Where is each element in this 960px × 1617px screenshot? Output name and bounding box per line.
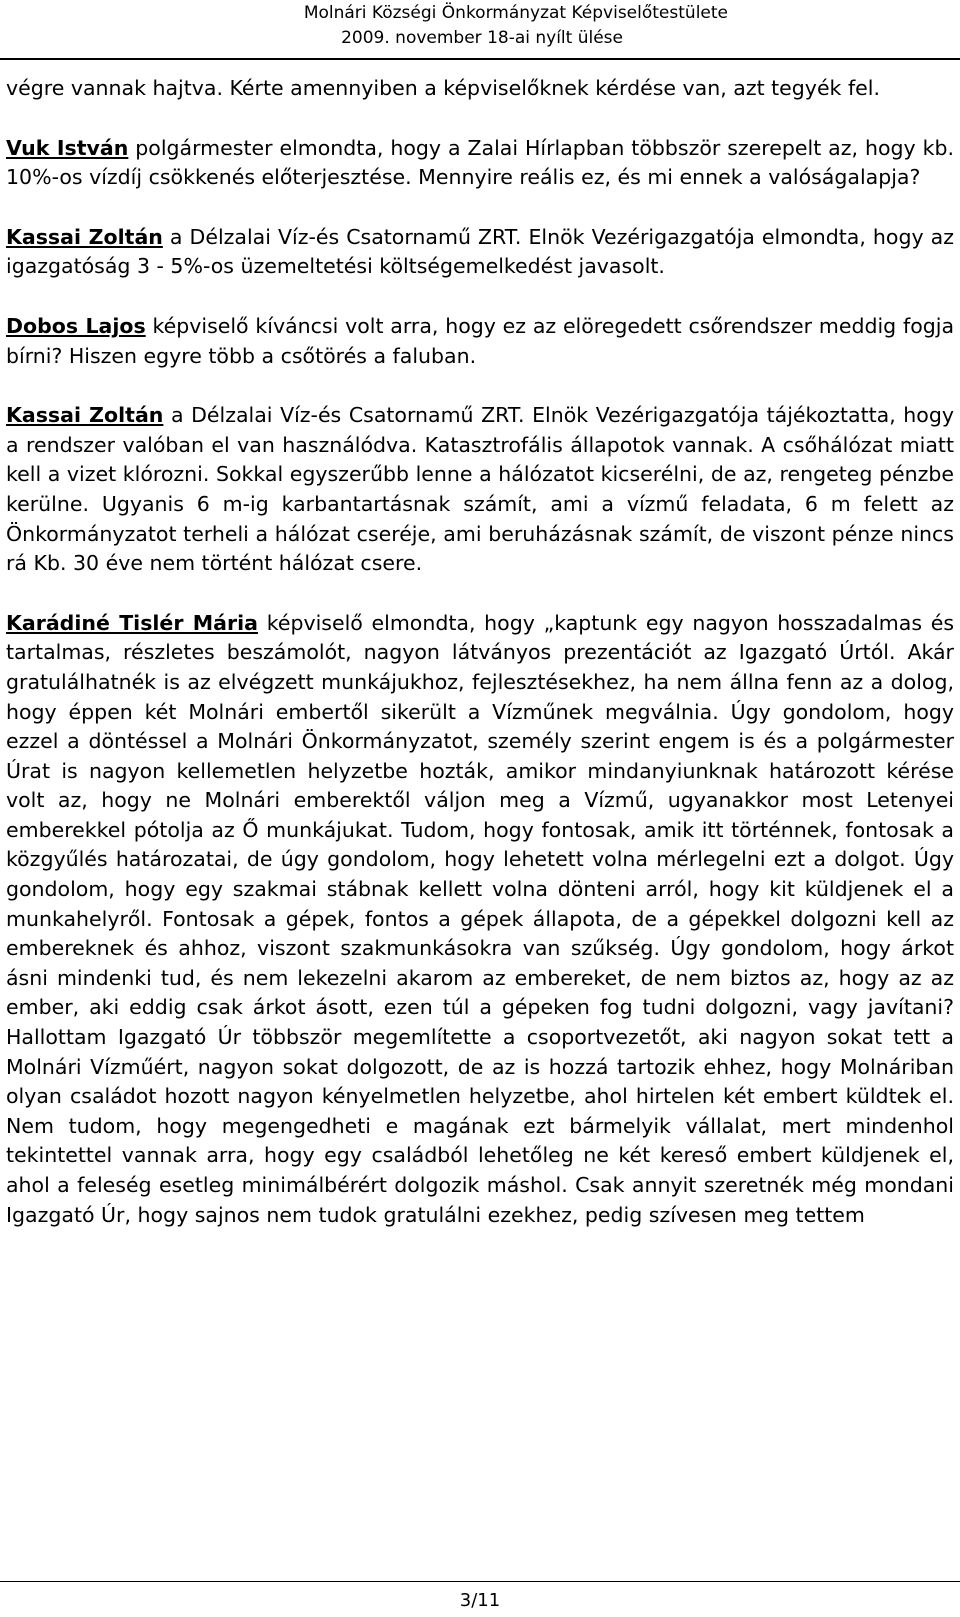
paragraph (6, 312, 954, 371)
paragraph-text: a Délzalai Víz-és Csatornamű ZRT. Elnök Vezérigazgatója tájékoztatta, hogy a rendszer valóban el van használódva. Katasztrofális állapotok vannak. A csőhálózat miatt kell a vizet klórozni. Sokkal egyszerűbb lenne a hálózatot kicserélni, de az, rengeteg pénzbe kerülne. Ugyanis 6 m-ig karbantartásnak számít, ami a vízmű feladata, 6 m felett az Önkormányzatot terheli a hálózat cseréje, ami beruházásnak számít, de viszont pénze nincs rá Kb. 30 éve nem történt hálózat csere. (6, 403, 954, 576)
page-header (0, 0, 960, 56)
header-title: Molnári Községi Önkormányzat Képviselőtestülete (303, 3, 728, 23)
speaker-name: Vuk István (6, 135, 129, 160)
speaker-name: Kassai Zoltán (6, 403, 164, 428)
paragraph (6, 609, 954, 1230)
paragraph-text: a Délzalai Víz-és Csatornamű ZRT. Elnök Vezérigazgatója elmondta, hogy az igazgatóság 3 - 5%-os üzemeltetési költségemelkedést javasolt. (6, 224, 954, 279)
paragraph-text: képviselő elmondta, hogy „kaptunk egy nagyon hosszadalmas és tartalmas, részletes beszámolót, nagyon látványos prezentációt az Igazgató Úrtól. Akár gratulálhatnék is az elvégzett munkájukhoz, fejlesztésekhez, ha nem állna fenn az a dolog, hogy éppen két Molnári embertől sikerült a Vízműnek megválnia. Úgy gondolom, hogy ezzel a döntéssel a Molnári Önkormányzatot, személy szerint engem is és a polgármester Úrat is nagyon kellemetlen helyzetbe hozták, amikor mindanyiunknak határozott kérése volt az, hogy ne Molnári emberektől váljon meg a Vízmű, ugyanakkor most Letenyei emberekkel pótolja az Ő munkájukat. Tudom, hogy fontosak, amik itt történnek, fontosak a közgyűlés határozatai, de úgy gondolom, hogy lehetett volna mérlegelni ezt a dolgot. Úgy gondolom, hogy egy szakmai stábnak kellett volna dönteni arról, hogy kit küldjenek el a munkahelyről. Fontosak a gépek, fontos a gépek állapota, de a gépekkel dolgozni kell az embereknek és ahhoz, viszont szakmunkásokra van szűkség. Úgy gondolom, hogy árkot ásni mindenki tud, és nem lekezelni akarom az embereket, de nem biztos az, hogy az az ember, aki eddig csak árkot ásott, ezen túl a gépeken fog tudni dolgozni, vagy javítani? Hallottam Igazgató Úr többször megemlítette a csoportvezetőt, aki nagyon sokat tett a Molnári Vízműért, nagyon sokat dolgozott, de az is hozzá tartozik ehhez, hogy Molnáriban olyan családot hozott nagyon kényelmetlen helyzetbe, ahol hirtelen két embert küldtek el. Nem tudom, hogy megengedheti e magának ezt bármelyik vállalat, mert mindenhol tekintettel vannak arra, hogy egy családból lehetőleg ne két kereső embert küldjenek el, ahol a feleség esetleg minimálbérért dolgozik máshol. Csak annyit szeretnék még mondani Igazgató Úr, hogy sajnos nem tudok gratulálni ezekhez, pedig szívesen meg tettem (6, 610, 954, 1227)
paragraph (6, 134, 954, 193)
speaker-name: Dobos Lajos (6, 313, 146, 338)
paragraph (6, 223, 954, 282)
paragraph-text: képviselő kíváncsi volt arra, hogy ez az elöregedett csőrendszer meddig fogja bírni? Hiszen egyre több a csőtörés a faluban. (6, 313, 955, 368)
paragraph (6, 74, 954, 104)
document-body (6, 74, 954, 1260)
speaker-name: Karádiné Tislér Mária (6, 610, 258, 635)
header-subtitle: 2009. november 18-ai nyílt ülése (341, 28, 623, 48)
paragraph-text: végre vannak hajtva. Kérte amennyiben a képviselőknek kérdése van, azt tegyék fel. (6, 76, 880, 100)
page-number: 3/11 (459, 1590, 501, 1611)
footer-divider (0, 1581, 960, 1582)
paragraph-text: polgármester elmondta, hogy a Zalai Hírlapban többször szerepelt az, hogy kb. 10%-os vízdíj csökkenés előterjesztése. Mennyire reális ez, és mi ennek a valóságalapja? (6, 135, 954, 190)
speaker-name: Kassai Zoltán (6, 224, 163, 249)
paragraph (6, 401, 954, 579)
header-divider (0, 58, 960, 60)
